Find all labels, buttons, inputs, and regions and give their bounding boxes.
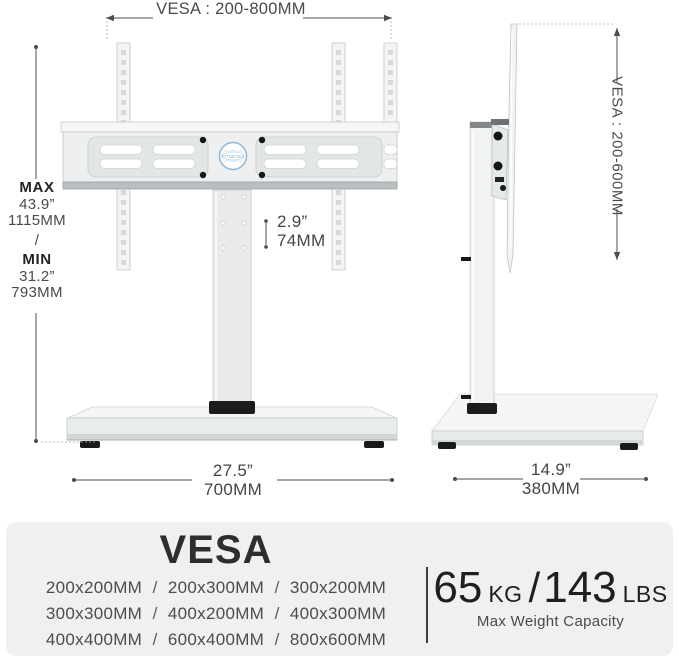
- spec-panel: [6, 522, 673, 656]
- weight-capacity-value: [428, 563, 673, 612]
- weight-separator: /: [528, 564, 541, 611]
- bracket-knob-upper: [494, 132, 503, 141]
- base-width-label: [133, 461, 333, 499]
- vesa-size: 300x200MM: [289, 578, 387, 597]
- weight-kg-value: 65: [433, 563, 483, 612]
- side-column-tick-upper: [461, 257, 471, 261]
- vesa-size-separator: /: [274, 604, 280, 623]
- weight-capacity-section: [428, 522, 673, 656]
- side-vesa-range-label: VESA : 200-600MM: [608, 76, 626, 216]
- rail-max-width-position: [384, 43, 397, 123]
- front-column: [209, 190, 255, 414]
- max-inches: 43.9”: [19, 195, 55, 213]
- crossbar: [61, 122, 399, 189]
- front-view: [61, 43, 399, 448]
- side-rail: [507, 24, 517, 273]
- hole-spacing-dimension-line: [264, 219, 268, 249]
- side-base: [432, 394, 658, 450]
- max-label: MAX: [19, 179, 55, 196]
- vesa-size-separator: /: [274, 630, 280, 649]
- side-vesa-dimension-line: [519, 24, 620, 260]
- vesa-size: 200x200MM: [45, 578, 143, 597]
- vesa-size-row: [6, 627, 426, 653]
- vesa-size-separator: /: [274, 578, 280, 597]
- column-base-collar: [209, 401, 255, 414]
- min-label: MIN: [22, 251, 52, 268]
- vesa-size: 800x600MM: [289, 630, 387, 649]
- vesa-size-separator: /: [152, 604, 158, 623]
- vesa-size: 400x400MM: [45, 630, 143, 649]
- weight-lbs-value: 143: [543, 563, 617, 612]
- vesa-title: VESA: [159, 528, 273, 572]
- top-vesa-range-label: VESA : 200-800MM: [156, 0, 306, 18]
- range-separator: /: [34, 231, 40, 249]
- hole-spacing-mm: 74MM: [277, 231, 326, 250]
- max-mm: 1115MM: [8, 212, 66, 229]
- side-bracket: [491, 119, 509, 200]
- vesa-size-list: [6, 575, 426, 653]
- bracket-knob-lower: [494, 162, 503, 171]
- base-width-mm: 700MM: [203, 480, 263, 499]
- side-column-tick-lower: [461, 395, 471, 399]
- vesa-size-separator: /: [152, 630, 158, 649]
- vesa-size: 200x300MM: [167, 578, 265, 597]
- base-depth-inches: 14.9”: [530, 460, 572, 479]
- side-column-collar: [467, 403, 497, 414]
- side-base-foot-right: [620, 443, 638, 450]
- front-base-foot-right: [364, 441, 384, 448]
- top-dimension-line: [106, 15, 392, 40]
- base-depth-label: [451, 460, 651, 498]
- hole-spacing-label: [277, 212, 325, 250]
- hole-spacing-inches: 2.9”: [277, 212, 308, 231]
- base-width-inches: 27.5”: [212, 461, 254, 480]
- side-base-foot-left: [438, 442, 456, 449]
- weight-capacity-caption: Max Weight Capacity: [476, 613, 625, 630]
- weight-kg-unit: KG: [488, 581, 523, 607]
- vesa-size-separator: /: [152, 578, 158, 597]
- vesa-size-row: [6, 575, 426, 601]
- brand-logo: [220, 143, 247, 170]
- brand-logo-text: FITUEYES: [221, 154, 245, 159]
- vesa-sizes-section: [6, 522, 426, 656]
- min-inches: 31.2”: [19, 267, 55, 285]
- vesa-size-row: [6, 601, 426, 627]
- vesa-size: 600x400MM: [167, 630, 265, 649]
- height-range-label: [2, 180, 72, 302]
- min-mm: 793MM: [11, 284, 63, 301]
- base-depth-mm: 380MM: [521, 479, 581, 498]
- vesa-size: 300x300MM: [45, 604, 143, 623]
- vesa-size: 400x200MM: [167, 604, 265, 623]
- vesa-size: 400x300MM: [289, 604, 387, 623]
- weight-lbs-unit: LBS: [622, 581, 668, 607]
